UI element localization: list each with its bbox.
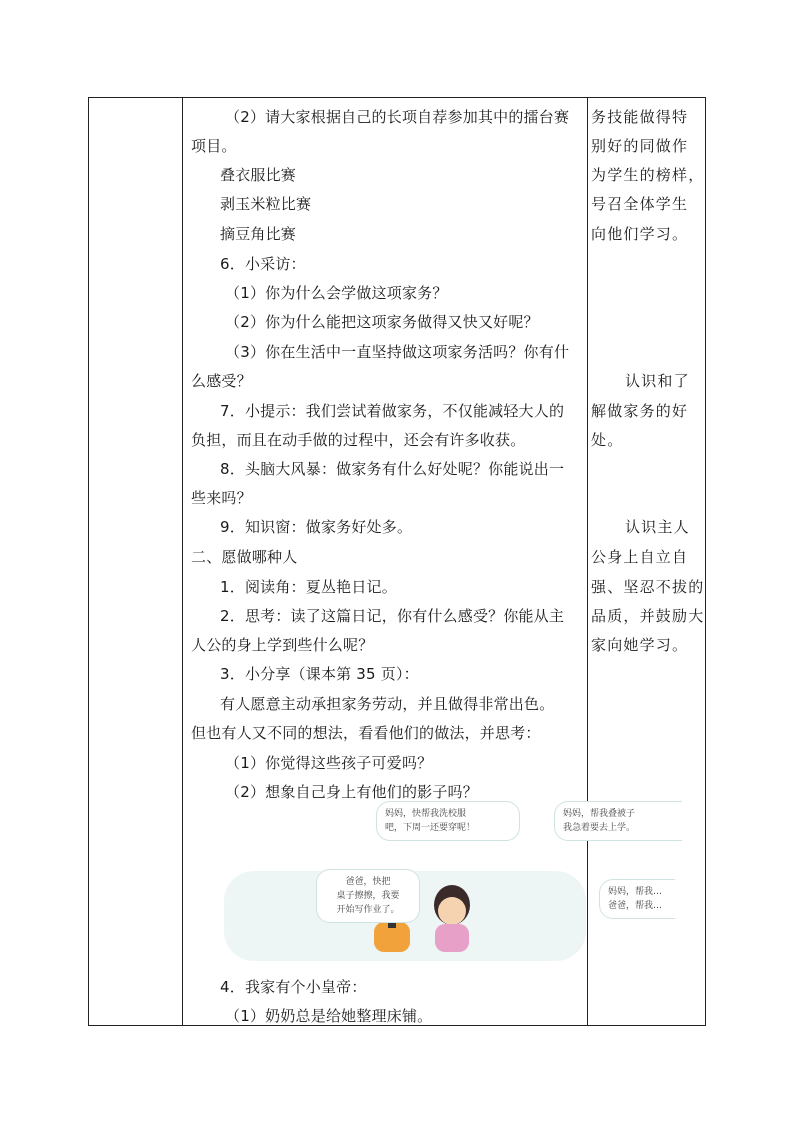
text-line: （1）你觉得这些孩子可爱吗？ — [225, 754, 433, 772]
lesson-table — [88, 97, 706, 1026]
text-line: 些来吗？ — [191, 489, 252, 507]
text-line: （1）奶奶总是给她整理床铺。 — [225, 1007, 433, 1025]
speech-bubble: 爸爸，快把 桌子擦擦，我要 开始写作业了。 — [316, 869, 420, 923]
note-line: 号召全体学生 — [591, 195, 689, 213]
text-line: 么感受？ — [191, 372, 252, 390]
text-line: 2．思考：读了这篇日记，你有什么感受？你能从主 — [220, 607, 565, 625]
text-line: 1．阅读角：夏丛艳日记。 — [220, 578, 397, 596]
text-line: 叠衣服比赛 — [220, 166, 297, 184]
note-line: 处。 — [591, 431, 624, 449]
note-line: 家向她学习。 — [591, 636, 689, 654]
text-line: （2）想象自己身上有他们的影子吗？ — [225, 783, 478, 801]
column-divider-right — [587, 98, 588, 1025]
note-line: 认识主人 — [625, 518, 690, 536]
note-line: 务技能做得特 — [591, 108, 689, 126]
text-line: （3）你在生活中一直坚持做这项家务活吗？你有什 — [225, 343, 570, 361]
text-line: 7．小提示：我们尝试着做家务，不仅能减轻大人的 — [220, 402, 565, 420]
girl-figure — [434, 885, 470, 952]
text-line: （2）你为什么能把这项家务做得又快又好呢？ — [225, 313, 539, 331]
text-line: （1）你为什么会学做这项家务？ — [225, 284, 448, 302]
text-line: 剥玉米粒比赛 — [220, 195, 312, 213]
text-line: 8．头脑大风暴：做家务有什么好处呢？你能说出一 — [220, 460, 565, 478]
note-line: 别好的同做作 — [591, 137, 689, 155]
speech-bubble: 妈妈，帮我… 爸爸，帮我… — [599, 879, 675, 919]
note-line: 强、坚忍不拔的 — [591, 578, 705, 596]
section-heading: 二、愿做哪种人 — [191, 548, 298, 566]
text-line: 有人愿意主动承担家务劳动，并且做得非常出色。 — [220, 695, 555, 713]
text-line: 9．知识窗：做家务好处多。 — [220, 518, 413, 536]
text-line: 项目。 — [191, 137, 237, 155]
text-line: 负担，而且在动手做的过程中，还会有许多收获。 — [191, 431, 526, 449]
text-line: 6．小采访： — [220, 255, 306, 273]
note-line: 向他们学习。 — [591, 225, 689, 243]
text-line: 3．小分享（课本第 35 页）： — [220, 665, 419, 683]
text-line: 人公的身上学到些什么呢？ — [191, 636, 374, 654]
note-line: 公身上自立自 — [591, 548, 689, 566]
text-line: 摘豆角比赛 — [220, 225, 297, 243]
note-line: 认识和了 — [625, 372, 690, 390]
text-line: （2）请大家根据自己的长项自荐参加其中的擂台赛 — [225, 108, 570, 126]
text-line: 但也有人又不同的想法，看看他们的做法，并思考： — [191, 724, 541, 742]
note-line: 为学生的榜样， — [591, 166, 705, 184]
textbook-illustration — [224, 809, 663, 961]
note-line: 解做家务的好 — [591, 402, 689, 420]
column-divider-left — [182, 98, 183, 1025]
speech-bubble: 妈妈，帮我叠被子 我急着要去上学。 — [554, 801, 682, 841]
speech-bubble: 妈妈，快帮我洗校服 吧，下周一还要穿呢！ — [376, 801, 520, 841]
text-line: 4．我家有个小皇帝： — [220, 978, 367, 996]
note-line: 品质，并鼓励大 — [591, 607, 705, 625]
